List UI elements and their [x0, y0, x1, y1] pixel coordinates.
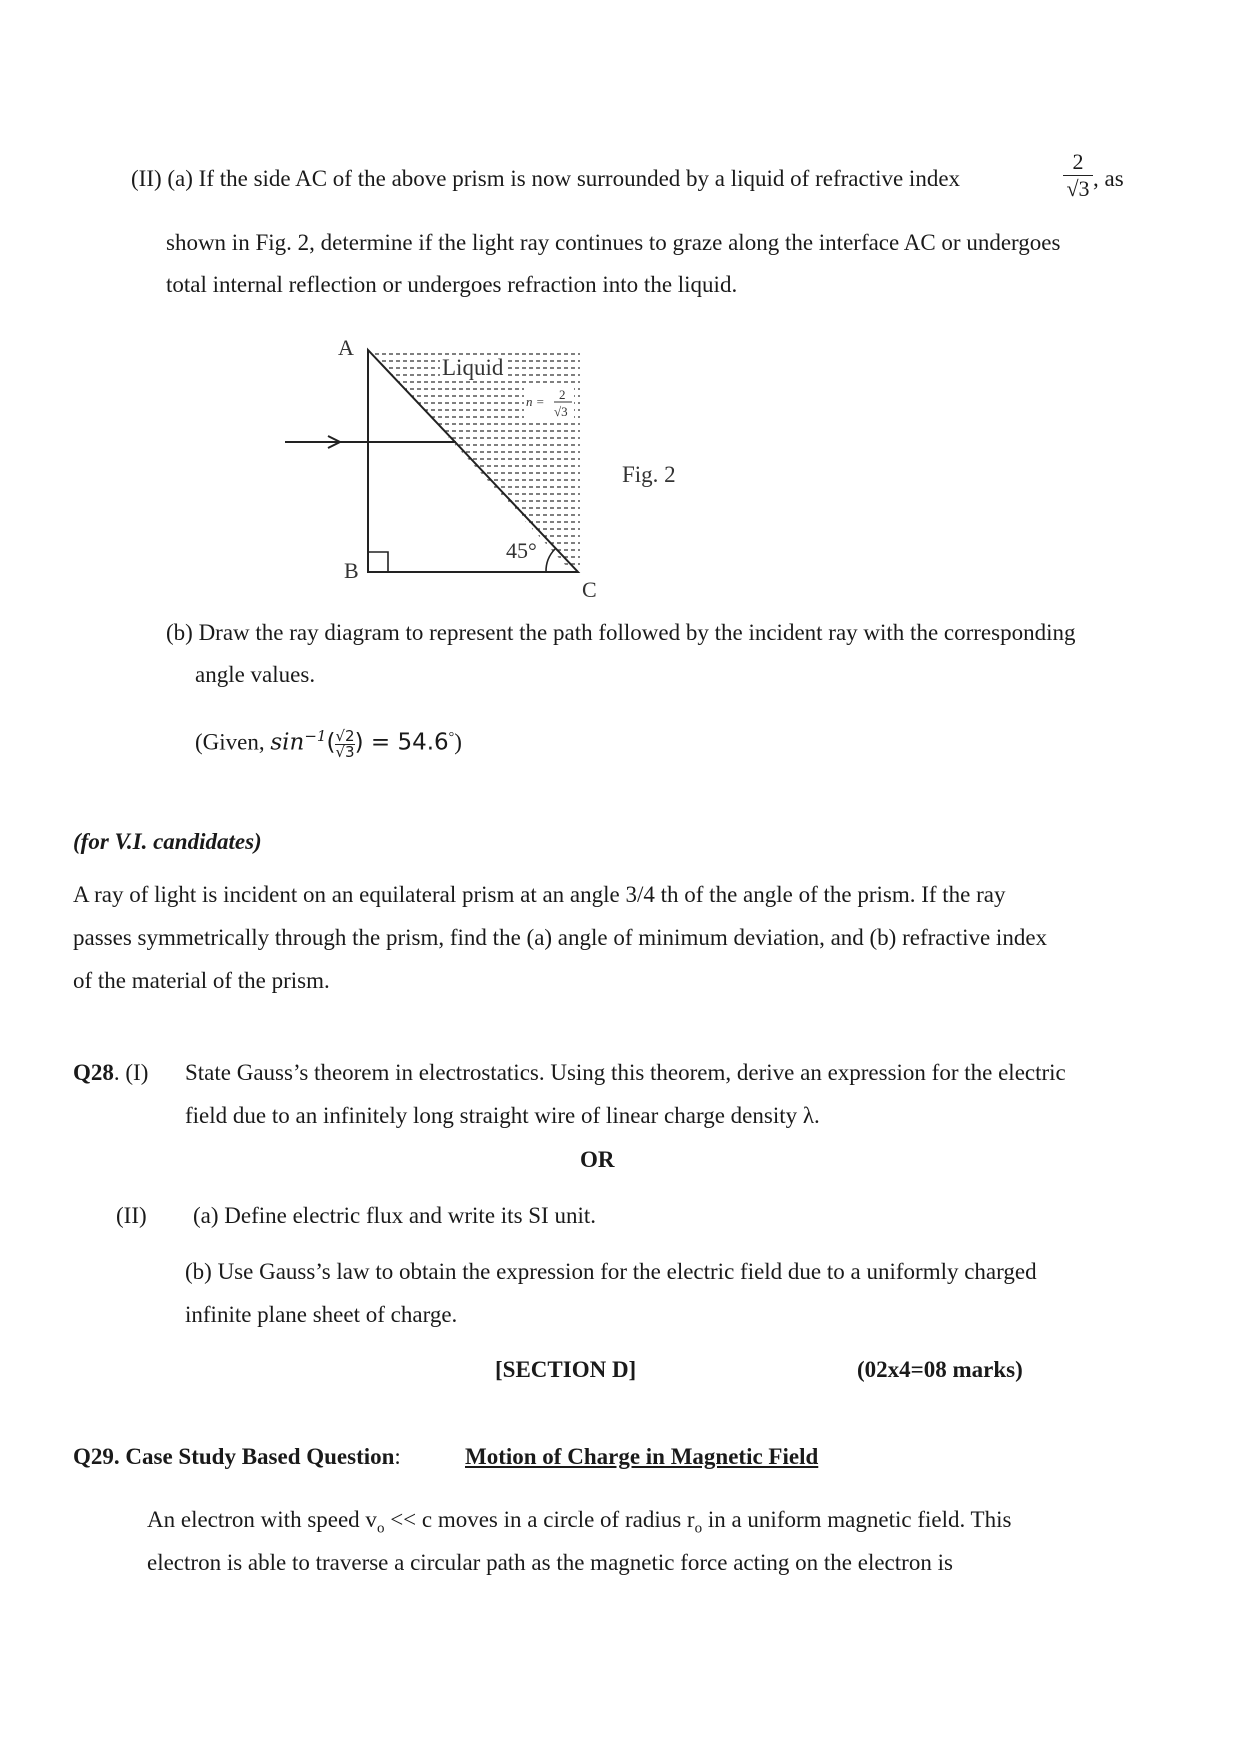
given-close: ): [454, 729, 462, 755]
given-result: ) = 54.6: [354, 729, 449, 756]
figure-caption: Fig. 2: [622, 462, 676, 487]
q28-part2-b-line1: (b) Use Gauss’s law to obtain the expression for the electric field due to a uniformly charged: [185, 1259, 1037, 1284]
q29-topic: Motion of Charge in Magnetic Field: [465, 1444, 819, 1469]
vi-line3: of the material of the prism.: [73, 968, 330, 993]
q29-number: Q29: [73, 1444, 114, 1469]
given-exponent: −1: [304, 727, 327, 745]
q29-sub2: o: [694, 1520, 703, 1537]
q27-part2-line2: shown in Fig. 2, determine if the light ray continues to graze along the interface AC or undergoes: [166, 230, 1061, 255]
q27-part2-line1: [131, 164, 960, 194]
q28-part2-label: (II): [116, 1203, 147, 1228]
given-line: (Given, $\sin^{-1}(\frac{√2}{√3}) = 54.6^\circ$): [195, 726, 462, 761]
fraction-denominator: √3: [1066, 176, 1090, 201]
given-degree: °: [448, 730, 455, 745]
q29-line1: [147, 1505, 1011, 1544]
label-a: A: [338, 335, 354, 360]
n-denominator: √3: [554, 404, 568, 419]
q28-part1-label: . (I): [113, 1060, 149, 1085]
vi-line2: passes symmetrically through the prism, find the (a) angle of minimum deviation, and (b) refractive index: [73, 925, 1048, 950]
angle-arc: [546, 549, 555, 572]
q28-part1-line1: State Gauss’s theorem in electrostatics. Using this theorem, derive an expression for the electric: [185, 1060, 1066, 1085]
section-d-title: [SECTION D]: [495, 1357, 637, 1382]
q28-or: OR: [580, 1147, 615, 1172]
prism-triangle: [368, 350, 578, 572]
section-d-marks: (02x4=08 marks): [857, 1357, 1023, 1382]
q27-part-b-line2: angle values.: [195, 662, 316, 687]
right-angle-marker: [368, 552, 388, 572]
n-label: n =: [526, 394, 545, 409]
liquid-label: Liquid: [442, 355, 504, 380]
vi-line1: A ray of light is incident on an equilateral prism at an angle 3/4 th of the angle of the prism. If the ray: [73, 882, 1006, 907]
q29-colon: :: [394, 1444, 401, 1469]
q28-part2-b-line2: infinite plane sheet of charge.: [185, 1302, 458, 1327]
q29-sub1: o: [376, 1520, 385, 1537]
label-c: C: [582, 577, 597, 600]
refractive-index-fraction: [1063, 150, 1093, 201]
q28-number: Q28: [73, 1060, 114, 1085]
given-func: sin: [270, 729, 305, 756]
given-denominator: √3: [335, 742, 355, 761]
fraction-numerator: 2: [1072, 149, 1084, 174]
q27-part2-line3: total internal reflection or undergoes refraction into the liquid.: [166, 272, 738, 297]
given-fraction: [335, 726, 355, 761]
q28-part1-line2: field due to an infinitely long straight wire of linear charge density λ.: [185, 1103, 820, 1128]
q29-line2: electron is able to traverse a circular path as the magnetic force acting on the electron is: [147, 1550, 953, 1575]
angle-label: 45°: [506, 538, 537, 563]
q28-part2-a: (a) Define electric flux and write its SI unit.: [193, 1203, 596, 1228]
vi-heading: (for V.I. candidates): [73, 829, 262, 854]
q29-label: . Case Study Based Question: [113, 1444, 395, 1469]
q29-line1-c: in a uniform magnetic field. This: [702, 1507, 1012, 1532]
liquid-hatching: [368, 354, 580, 564]
given-numerator: √2: [335, 726, 355, 745]
q27-part-b-line1: (b) Draw the ray diagram to represent the path followed by the incident ray with the corresponding: [166, 620, 1076, 645]
q27-part2-line1-prefix: (II) (a) If the side AC of the above prism is now surrounded by a liquid of refractive index: [131, 166, 961, 191]
n-numerator: 2: [559, 387, 566, 402]
label-b: B: [344, 558, 359, 583]
prism-figure: [270, 330, 730, 600]
q29-line1-b: << c moves in a circle of radius r: [384, 1507, 695, 1532]
q29-line1-a: An electron with speed v: [147, 1507, 377, 1532]
q28-label: [73, 1058, 148, 1088]
q29-heading: [73, 1442, 401, 1472]
given-prefix: (Given,: [195, 729, 271, 755]
q27-part2-line1-suffix: , as: [1093, 166, 1124, 191]
